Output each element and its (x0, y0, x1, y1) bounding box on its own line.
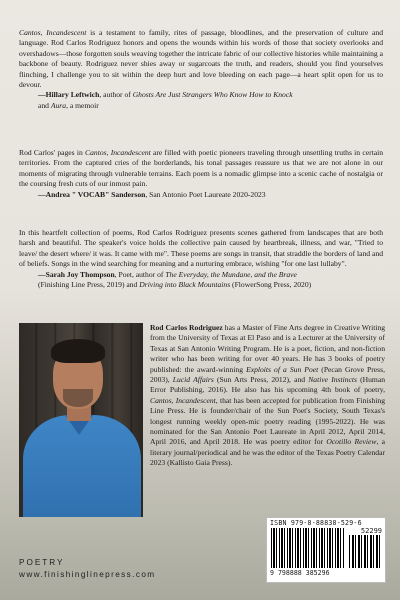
isbn-barcode (266, 517, 386, 583)
blurb-author: —Hillary Leftwich (38, 90, 100, 100)
blurb-leftwich (19, 28, 383, 111)
blurb-text: Cantos, Incandescent is a testament to family, rites of passage, bloodlines, and the preservation of culture and language. Rod Carlos Rodriguez honors and opens the wounds within his words of those that society overlooks and overshadows—those forgotten souls weaving together the intricate fabric of our collective histories while maintaining a backbone of beauty. Rodriguez never shies away or sugarcoats the truth, and readers, should you find yourselves flinching, I challenge you to sit within the deep hurt and love bleeding on each page—a heart split open for us to devour. (19, 28, 383, 90)
blurb-attribution (19, 190, 383, 200)
isbn-number: ISBN 979-8-88838-529-6 (270, 519, 362, 527)
author-bio-text: has a Master of Fine Arts degree in Creative Writing from the University of Texas at El Paso and is a Lecturer at the University of Texas at San Antonio Writing Program. He is a poet, fiction, and non-fiction writer who has been writing for over 40 years. He has 3 books of poetry published: the award-winning Exploits of a Sun Poet (Pecan Grove Press, 2003), Lucid Affairs (Sun Arts Press, 2012), and Native Instincts (Human Error Publishing, 2016). He also has his upcoming 4th book of poetry, Cantos, Incandescent, that has been accepted for publication from Finishing Line Press. He is founder/chair of the Sun Poet's Society, South Texas's longest running weekly open-mic poetry reading (1995-2022). He was nominated for the San Antonio Poet Laureate in April 2012, April 2014, April 2016, and April 2018. He was poetry editor for Ocotillo Review, a literary journal/periodical and he was the editor of the Texas Poetry Calendar 2023 (Kallisto Gaia Press). (150, 323, 386, 468)
author-name: Rod Carlos Rodriguez (150, 323, 223, 332)
blurb-credit: , Poet, author of The Everyday, the Mundane, and the Brave (Finishing Line Press, 2019) and Driving into Black Mountains (FlowerSong Press, 2020) (38, 269, 312, 290)
blurb-author: —Sarah Joy Thompson (38, 269, 115, 279)
blurb-attribution (19, 90, 383, 111)
blurb-text: In this heartfelt collection of poems, Rod Carlos Rodriguez presents scenes gathered from landscapes that are both harsh and beautiful. The speaker's voice holds the collective pain caused by heartbreak, illness, and war, "Tried to leave/ the desert where/ it was. It came with me". These poems are songs in transit, that straddle the borders of land and of beliefs. Songs in the wind searching for meaning and a nurturing embrace, wishing "for one last lullaby". (19, 228, 383, 269)
barcode-bars-main (271, 528, 345, 568)
author-bio (150, 323, 385, 469)
ean-number: 9 798888 385296 (270, 569, 330, 577)
price-code: 52299 (360, 527, 382, 535)
author-photo (19, 323, 143, 517)
barcode-bars-addon (349, 535, 381, 568)
blurb-author: —Andrea " VOCAB" Sanderson (38, 189, 146, 199)
photo-beard (63, 389, 93, 407)
blurb-sanderson (19, 148, 383, 200)
book-category: POETRY (19, 558, 65, 567)
blurb-thompson (19, 228, 383, 290)
blurb-attribution (19, 270, 383, 291)
blurb-credit: , author of Ghosts Are Just Strangers Who Know How to Knock and Aura, a memoir (38, 90, 293, 110)
photo-hair (51, 339, 105, 363)
blurb-credit: , San Antonio Poet Laureate 2020-2023 (145, 189, 266, 199)
publisher-website[interactable]: www.finishinglinepress.com (19, 570, 156, 579)
blurb-text: Rod Carlos' pages in Cantos, Incandescent are filled with poetic pioneers traveling through unsettling truths in certain territories. From the captured cries of the borderlands, his tonal passages reassure us that we are not alone in our moments of migrating through vulnerable terrains. Each poem is a nomadic glimpse into a scenic cache of nostalgia or the coursing fresh cuts of our inmost pain. (19, 148, 383, 189)
